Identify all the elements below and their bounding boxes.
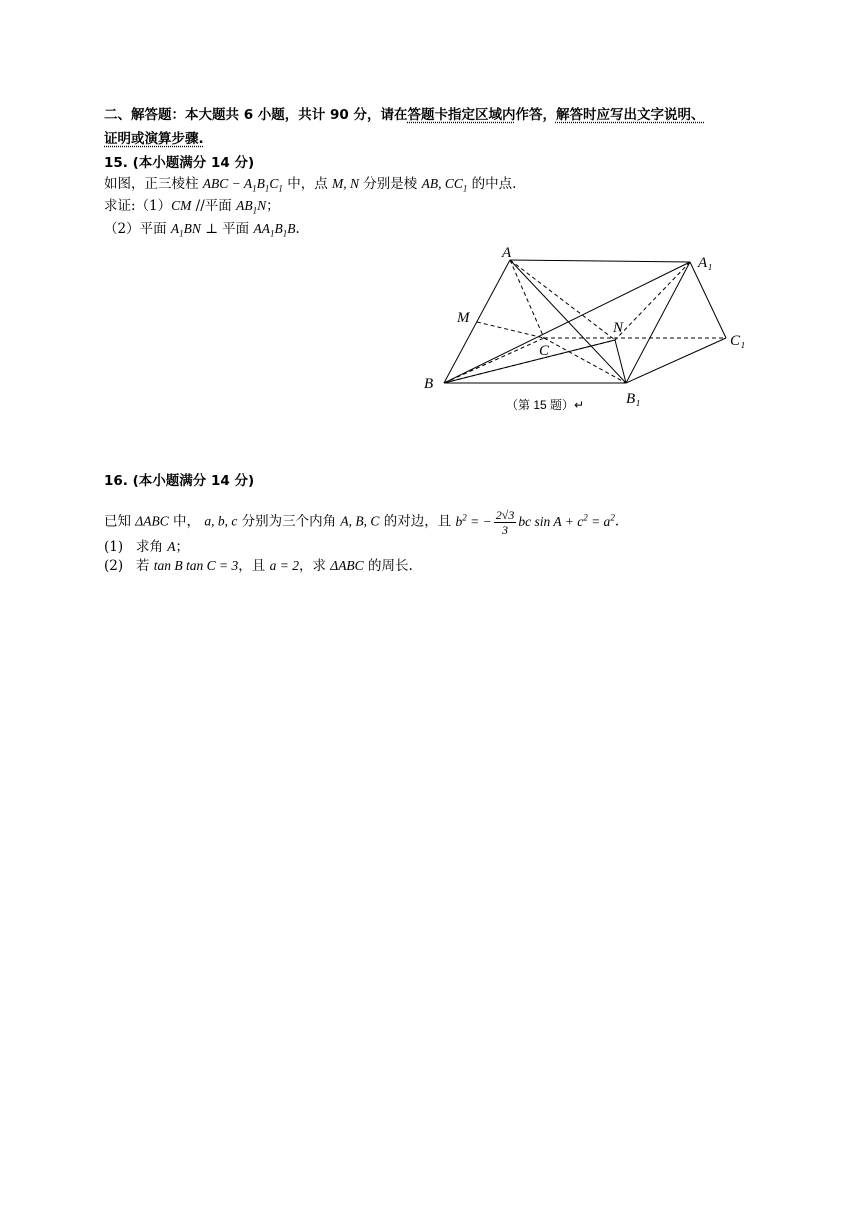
math-angles: A, B, C xyxy=(340,513,380,529)
fraction xyxy=(494,508,517,537)
edge-AC xyxy=(510,260,544,338)
edge-BC xyxy=(444,338,544,383)
heading-text: 作答， xyxy=(515,107,556,123)
math-sides: a, b, c xyxy=(204,513,238,529)
text: //平面 xyxy=(191,198,237,214)
heading-emphasis: 答题卡指定区域内 xyxy=(407,107,516,123)
math-prism: ABC − $A_1B_1C_1$ xyxy=(202,176,283,194)
text: ； xyxy=(175,539,190,555)
text: . xyxy=(295,221,300,237)
math-side: a = 2 xyxy=(269,558,299,573)
part-number: (1) xyxy=(104,539,124,555)
edge-AB xyxy=(444,260,510,383)
fraction-numerator: 2√3 xyxy=(495,507,515,522)
text: ⊥ 平面 xyxy=(200,221,254,237)
figure-caption: （第 15 题）↵ xyxy=(506,398,585,412)
text: 的周长. xyxy=(363,558,413,574)
math-line: CM xyxy=(171,198,192,213)
segment-A1N xyxy=(615,262,690,340)
edge-A1C1 xyxy=(690,262,726,338)
segment-MC xyxy=(477,322,544,338)
q16-part2 xyxy=(104,557,413,575)
q15-intro xyxy=(104,175,516,198)
edge-B1C1 xyxy=(626,338,726,383)
text: 分别为三个内角 xyxy=(237,513,341,530)
heading-emphasis: 解答时应写出文字说明、 xyxy=(555,107,705,123)
q16-title: 16. (本小题满分 14 分) xyxy=(104,473,255,489)
math-points: M, N xyxy=(332,176,360,191)
text: 已知 xyxy=(104,513,136,530)
math-angle: A xyxy=(167,539,176,554)
label-B: B xyxy=(424,376,434,392)
text: ，且 xyxy=(238,558,270,574)
label-C1: C₁ xyxy=(730,333,746,349)
q16-condition xyxy=(104,506,619,537)
text: 如图，正三棱柱 xyxy=(104,176,203,192)
part-number: (2) xyxy=(104,558,124,574)
text: 中，点 xyxy=(282,176,333,192)
segment-AN xyxy=(510,260,615,340)
q15-part2 xyxy=(104,220,300,243)
math-tan: tan B tan C = 3 xyxy=(153,558,239,573)
label-A1: A₁ xyxy=(698,255,713,271)
math-plane: $AA_1B_1B$ xyxy=(253,221,296,239)
fraction-denominator: 3 xyxy=(502,522,509,537)
heading-text: 二、解答题：本大题共 6 小题，共计 90 分，请在 xyxy=(104,107,408,123)
math-equation: $b^2$ = − $\frac{2√3}{3}$ bc $\sin A + c^2 = a^2$ xyxy=(455,507,615,537)
math-triangle: ΔABC xyxy=(135,513,169,529)
text: 求证:（1） xyxy=(104,198,172,214)
label-C: C xyxy=(539,343,550,359)
q15-part1 xyxy=(104,197,280,220)
section-heading-line1 xyxy=(104,106,704,124)
math-plane: $AB_1N$ xyxy=(236,198,267,216)
label-B1: B₁ xyxy=(626,391,641,407)
text: 的对边，且 xyxy=(379,513,456,530)
edge-AA1 xyxy=(510,260,690,262)
text: . xyxy=(614,513,620,530)
prism-figure xyxy=(420,245,760,420)
text: 分别是棱 xyxy=(359,176,422,192)
q15-title: 15. (本小题满分 14 分) xyxy=(104,155,255,171)
section-heading-line2 xyxy=(104,130,204,148)
text: ，求 xyxy=(298,558,331,574)
label-M: M xyxy=(457,310,470,326)
text: 求角 xyxy=(136,539,168,555)
q16-part1 xyxy=(104,538,189,556)
math-plane: $A_1BN$ xyxy=(170,221,201,239)
heading-emphasis: 证明或演算步骤. xyxy=(104,131,204,147)
text: （2）平面 xyxy=(104,221,171,237)
text: 中， xyxy=(168,513,205,530)
math-edges: AB, $CC_1$ xyxy=(421,176,468,194)
label-N: N xyxy=(613,320,624,336)
edge-CB1 xyxy=(544,338,626,383)
text: ； xyxy=(266,198,280,214)
label-A: A xyxy=(502,245,512,261)
edge-A1B1 xyxy=(626,262,690,383)
text: 若 xyxy=(136,558,154,574)
text: 的中点. xyxy=(467,176,517,192)
edge-AB1 xyxy=(510,260,626,383)
math-triangle: ΔABC xyxy=(330,558,364,573)
